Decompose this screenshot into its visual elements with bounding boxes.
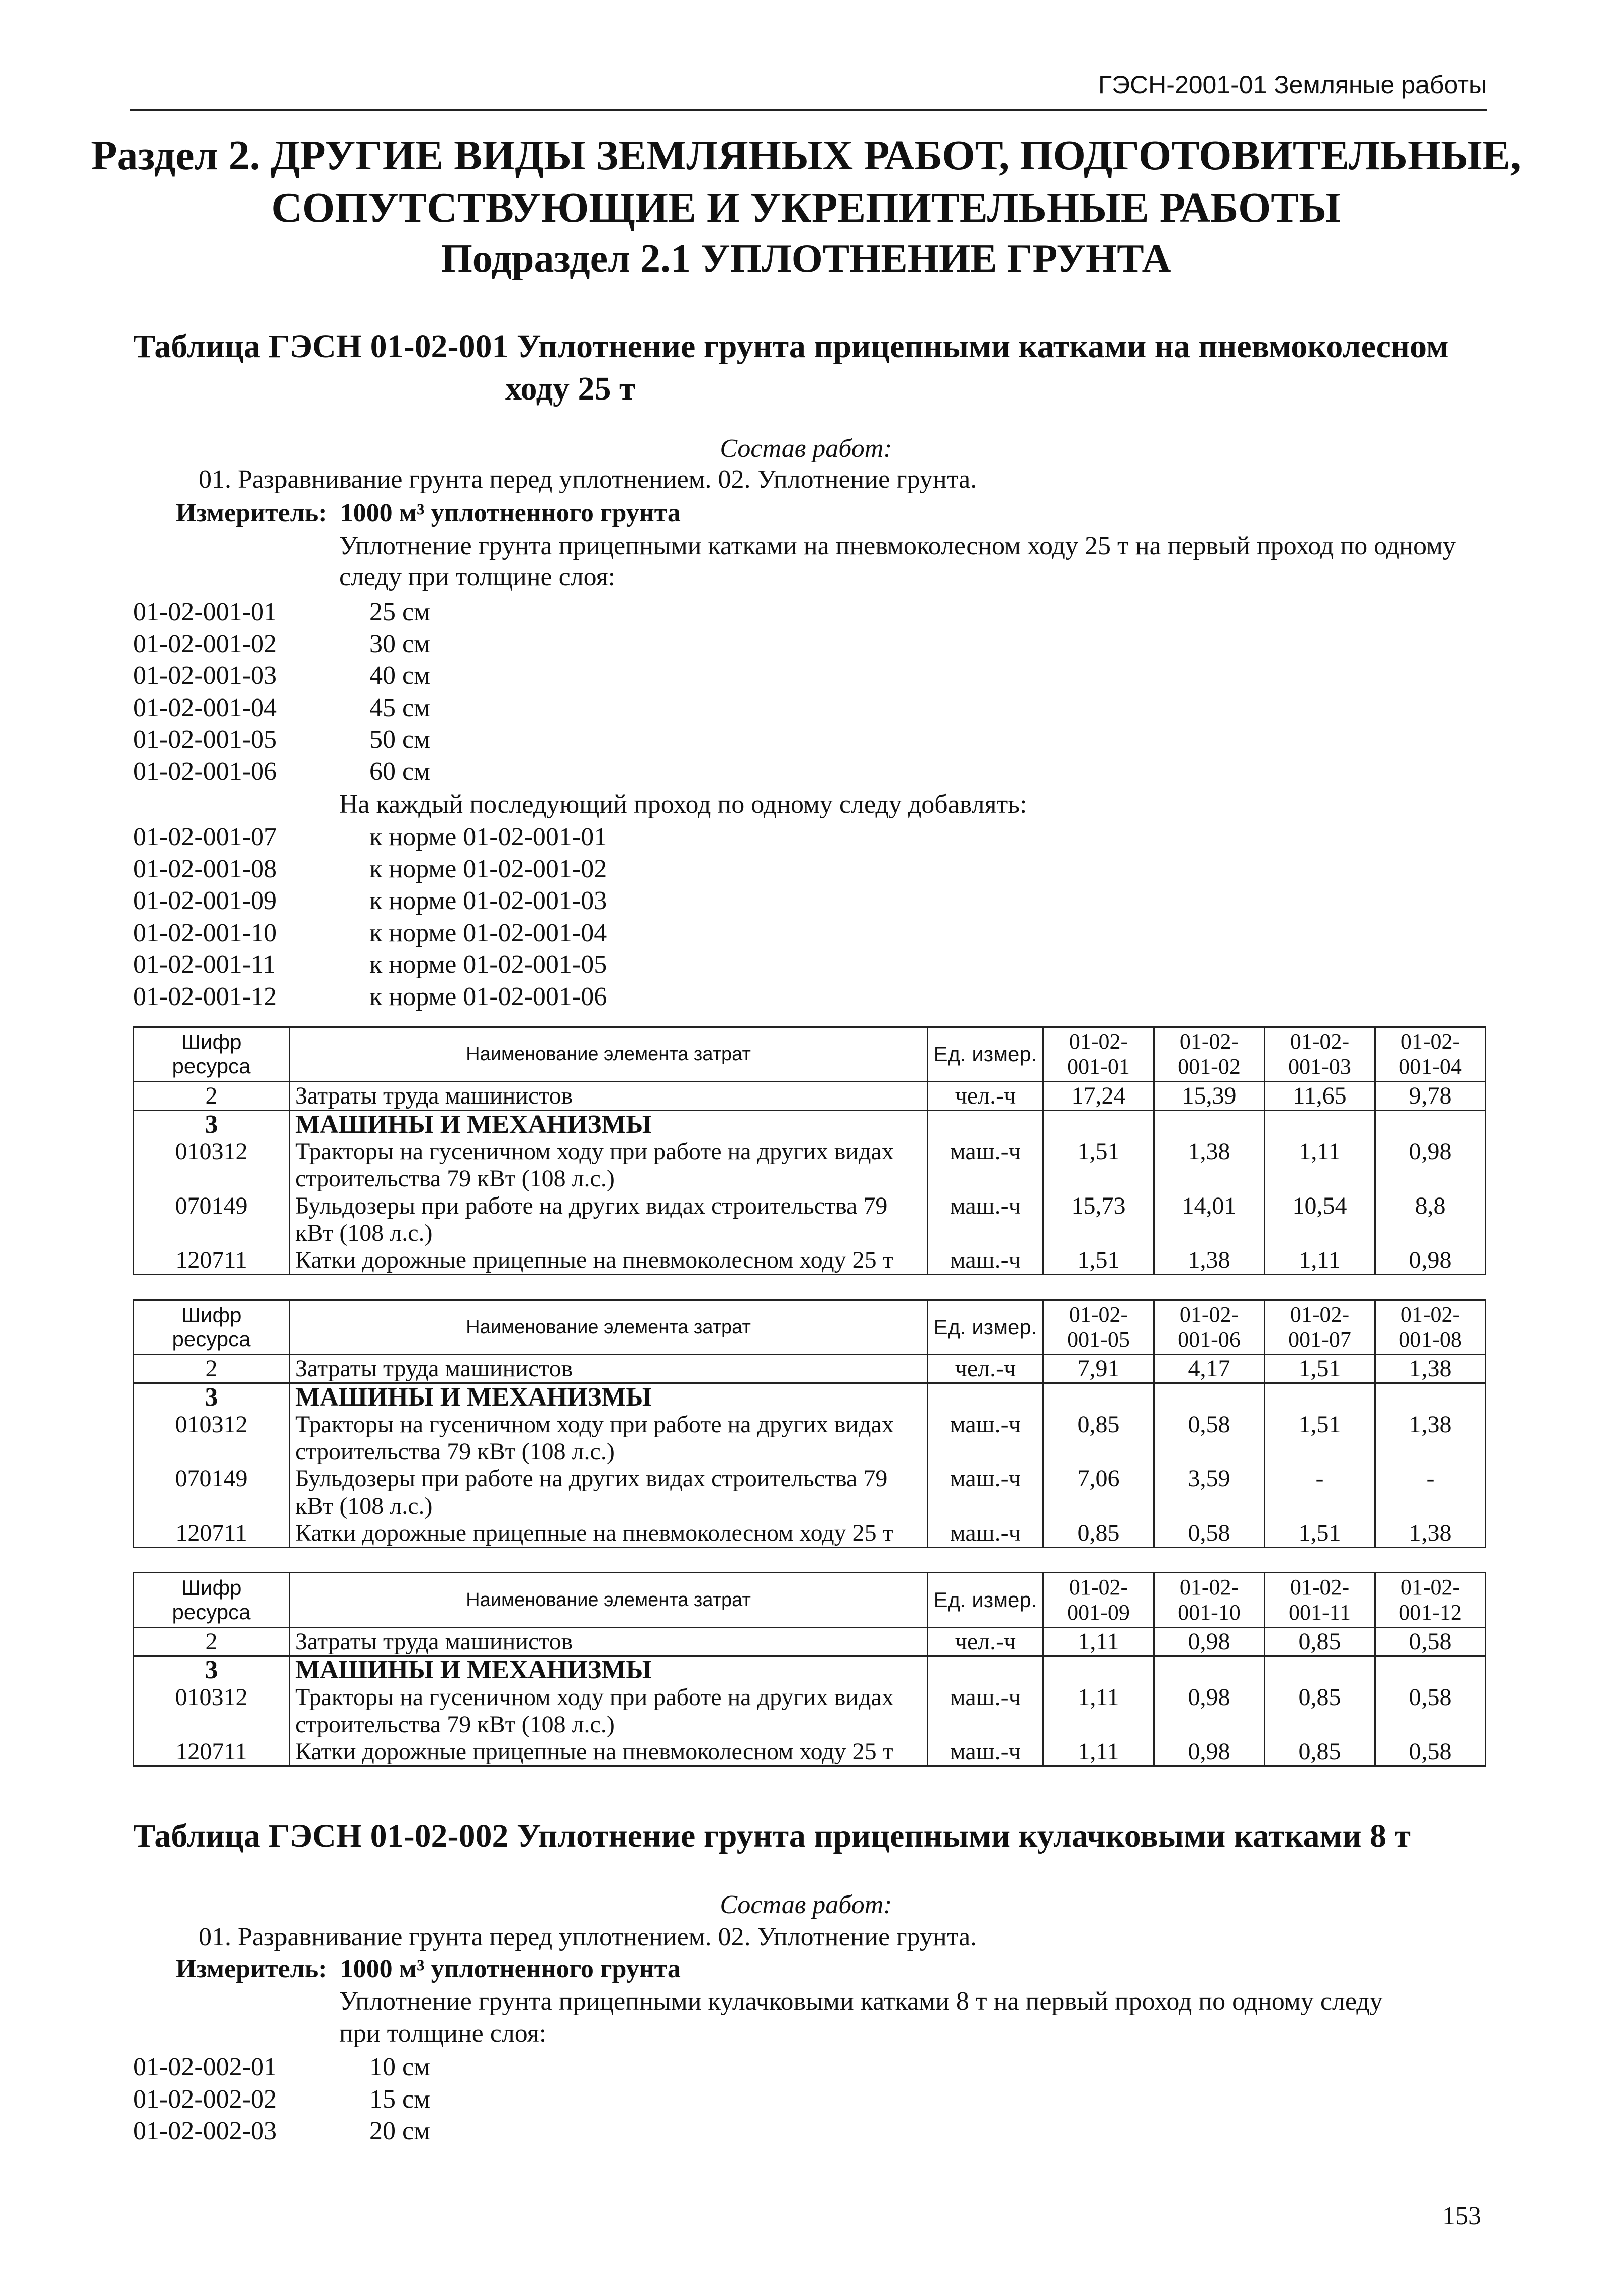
header-code: Шифр ресурса	[134, 1300, 290, 1355]
row-code: 010312	[134, 1411, 290, 1465]
resource-table-1	[133, 1026, 1486, 1275]
row-name: Бульдозеры при работе на других видах строительства 79 кВт (108 л.с.)	[290, 1192, 928, 1247]
table1-composition-label: Состав работ:	[720, 434, 892, 463]
table2-composition-label: Состав работ:	[720, 1890, 892, 1919]
row-value	[1044, 1383, 1154, 1412]
header-col	[1375, 1300, 1486, 1355]
table1-composition-text: 01. Разравнивание грунта перед уплотнением. 02. Уплотнение грунта.	[199, 465, 977, 494]
row-value: 15,73	[1044, 1192, 1154, 1247]
row-name: МАШИНЫ И МЕХАНИЗМЫ	[290, 1383, 928, 1412]
row-name: Бульдозеры при работе на других видах строительства 79 кВт (108 л.с.)	[290, 1465, 928, 1520]
page-number: 153	[1442, 2202, 1481, 2230]
row-code: 010312	[134, 1138, 290, 1192]
row-code: 2	[134, 1082, 290, 1111]
header-col	[1375, 1573, 1486, 1628]
item-text: 30 см	[369, 629, 430, 658]
row-name: Катки дорожные прицепные на пневмоколесном ходу 25 т	[290, 1738, 928, 1766]
row-code: 120711	[134, 1247, 290, 1275]
row-value: 7,91	[1044, 1355, 1154, 1383]
table-row	[134, 1247, 1486, 1275]
row-code: 070149	[134, 1192, 290, 1247]
row-value: 1,11	[1044, 1684, 1154, 1738]
table-row	[134, 1138, 1486, 1192]
row-value: 0,98	[1154, 1738, 1265, 1766]
row-unit: чел.-ч	[928, 1355, 1044, 1383]
header-col	[1044, 1573, 1154, 1628]
row-name: МАШИНЫ И МЕХАНИЗМЫ	[290, 1656, 928, 1684]
row-name: Тракторы на гусеничном ходу при работе на других видах строительства 79 кВт (108 л.с.)	[290, 1138, 928, 1192]
list-item	[133, 756, 430, 788]
table-row	[134, 1355, 1486, 1383]
row-value	[1044, 1656, 1154, 1684]
list-item	[133, 2115, 430, 2147]
item-code: 01-02-002-03	[133, 2117, 277, 2145]
row-value	[1375, 1111, 1486, 1139]
header-unit: Ед. измер.	[928, 1573, 1044, 1628]
row-value: 0,85	[1044, 1411, 1154, 1465]
row-unit: чел.-ч	[928, 1082, 1044, 1111]
table1-meter-label: Измеритель:	[176, 498, 327, 527]
table2-meter	[176, 1954, 681, 1985]
header-col	[1154, 1027, 1265, 1082]
item-text: 25 см	[369, 597, 430, 626]
table2-intro-line1: Уплотнение грунта прицепными кулачковыми катками 8 т на первый проход по одному следу	[339, 1987, 1383, 2016]
col-code-part: 001-03	[1288, 1054, 1351, 1079]
list-item	[133, 724, 430, 756]
table2-intro-line2: при толщине слоя:	[339, 2019, 547, 2048]
row-unit: маш.-ч	[928, 1465, 1044, 1520]
table-row	[134, 1411, 1486, 1465]
header-name: Наименование элемента затрат	[290, 1027, 928, 1082]
row-value: 10,54	[1265, 1192, 1375, 1247]
row-value: 15,39	[1154, 1082, 1265, 1111]
row-value: 1,11	[1044, 1628, 1154, 1656]
table-header-row	[134, 1573, 1486, 1628]
row-unit	[928, 1111, 1044, 1139]
row-name: Катки дорожные прицепные на пневмоколесном ходу 25 т	[290, 1247, 928, 1275]
header-name: Наименование элемента затрат	[290, 1573, 928, 1628]
item-code: 01-02-001-10	[133, 918, 277, 947]
row-value: 7,06	[1044, 1465, 1154, 1520]
header-col	[1154, 1300, 1265, 1355]
row-value: 11,65	[1265, 1082, 1375, 1111]
row-unit: маш.-ч	[928, 1684, 1044, 1738]
col-code-part: 01-02-	[1400, 1029, 1460, 1054]
item-text: к норме 01-02-001-01	[369, 823, 607, 851]
row-name: Затраты труда машинистов	[290, 1628, 928, 1656]
row-value: 1,51	[1044, 1138, 1154, 1192]
table2-title: Таблица ГЭСН 01-02-002 Уплотнение грунта прицепными кулачковыми катками 8 т	[133, 1818, 1411, 1854]
item-code: 01-02-001-05	[133, 725, 277, 754]
table1-title-line2: ходу 25 т	[505, 370, 636, 407]
table-header-row	[134, 1027, 1486, 1082]
table-row	[134, 1684, 1486, 1738]
header-col	[1265, 1573, 1375, 1628]
col-code-part: 001-07	[1288, 1327, 1351, 1352]
row-value: 3,59	[1154, 1465, 1265, 1520]
item-code: 01-02-001-04	[133, 693, 277, 722]
list-item	[133, 981, 607, 1013]
header-col	[1265, 1300, 1375, 1355]
item-text: к норме 01-02-001-05	[369, 950, 607, 979]
row-code: 120711	[134, 1520, 290, 1548]
list-item	[133, 628, 430, 660]
row-value: 4,17	[1154, 1355, 1265, 1383]
row-code: 010312	[134, 1684, 290, 1738]
table2-meter-value: 1000 м³ уплотненного грунта	[340, 1955, 681, 1983]
item-code: 01-02-001-11	[133, 950, 276, 979]
row-value: 0,98	[1375, 1247, 1486, 1275]
item-code: 01-02-002-02	[133, 2084, 277, 2114]
item-text: к норме 01-02-001-06	[369, 982, 607, 1011]
row-unit	[928, 1383, 1044, 1412]
table1-title	[133, 326, 1490, 410]
item-text: 20 см	[369, 2117, 430, 2145]
item-code: 01-02-001-12	[133, 982, 277, 1011]
subsection-title: Подраздел 2.1 УПЛОТНЕНИЕ ГРУНТА	[441, 237, 1171, 281]
row-value: 1,38	[1375, 1355, 1486, 1383]
table1-meter-value: 1000 м³ уплотненного грунта	[340, 498, 681, 527]
item-code: 01-02-001-06	[133, 757, 277, 786]
row-value: 0,58	[1375, 1738, 1486, 1766]
col-code-part: 01-02-	[1290, 1302, 1350, 1327]
row-code: 070149	[134, 1465, 290, 1520]
row-value: 1,51	[1044, 1247, 1154, 1275]
row-unit: маш.-ч	[928, 1520, 1044, 1548]
item-code: 01-02-002-01	[133, 2053, 277, 2081]
row-value: 0,85	[1265, 1684, 1375, 1738]
list-item	[133, 2083, 430, 2116]
row-code: 120711	[134, 1738, 290, 1766]
row-value: 1,38	[1375, 1520, 1486, 1548]
row-value: 1,38	[1154, 1247, 1265, 1275]
col-code-part: 01-02-	[1069, 1029, 1128, 1054]
table-row	[134, 1628, 1486, 1656]
header-code: Шифр ресурса	[134, 1573, 290, 1628]
item-code: 01-02-001-02	[133, 629, 277, 658]
row-value: 1,51	[1265, 1411, 1375, 1465]
col-code-part: 001-04	[1399, 1054, 1462, 1079]
col-code-part: 001-05	[1067, 1327, 1130, 1352]
header-unit: Ед. измер.	[928, 1027, 1044, 1082]
item-text: 40 см	[369, 661, 430, 690]
row-unit: маш.-ч	[928, 1192, 1044, 1247]
table-row	[134, 1383, 1486, 1412]
header-code: Шифр ресурса	[134, 1027, 290, 1082]
row-value: 0,58	[1154, 1520, 1265, 1548]
row-value: 14,01	[1154, 1192, 1265, 1247]
row-value: -	[1375, 1465, 1486, 1520]
col-code-part: 01-02-	[1400, 1575, 1460, 1600]
col-code-part: 001-10	[1178, 1600, 1241, 1625]
table-header-row	[134, 1300, 1486, 1355]
col-code-part: 01-02-	[1400, 1302, 1460, 1327]
row-value: -	[1265, 1465, 1375, 1520]
row-name: Тракторы на гусеничном ходу при работе на других видах строительства 79 кВт (108 л.с.)	[290, 1684, 928, 1738]
row-value	[1375, 1656, 1486, 1684]
list-item	[133, 885, 607, 917]
row-code: 2	[134, 1628, 290, 1656]
row-value	[1265, 1383, 1375, 1412]
row-unit: маш.-ч	[928, 1738, 1044, 1766]
list-item	[133, 949, 607, 981]
row-value	[1375, 1383, 1486, 1412]
row-value: 0,85	[1265, 1738, 1375, 1766]
row-name: Катки дорожные прицепные на пневмоколесном ходу 25 т	[290, 1520, 928, 1548]
table2-items	[133, 2051, 430, 2147]
row-code: 2	[134, 1355, 290, 1383]
table-row	[134, 1656, 1486, 1684]
item-text: 60 см	[369, 757, 430, 786]
item-text: 10 см	[369, 2053, 430, 2081]
table-row	[134, 1465, 1486, 1520]
item-text: к норме 01-02-001-03	[369, 886, 607, 915]
section-title-line2: СОПУТСТВУЮЩИЕ И УКРЕПИТЕЛЬНЫЕ РАБОТЫ	[271, 184, 1341, 231]
col-code-part: 001-11	[1288, 1600, 1351, 1625]
row-value: 1,38	[1375, 1411, 1486, 1465]
col-code-part: 001-09	[1067, 1600, 1130, 1625]
row-value: 0,98	[1375, 1138, 1486, 1192]
row-value	[1154, 1383, 1265, 1412]
list-item	[133, 917, 607, 949]
list-item	[133, 821, 607, 853]
row-value	[1265, 1111, 1375, 1139]
item-code: 01-02-001-01	[133, 597, 277, 626]
table1-additional-intro: На каждый последующий проход по одному следу добавлять:	[339, 790, 1027, 819]
table1-items-a	[133, 596, 430, 787]
table-row	[134, 1738, 1486, 1766]
item-code: 01-02-001-09	[133, 886, 277, 915]
item-code: 01-02-001-03	[133, 661, 277, 690]
table-row	[134, 1082, 1486, 1111]
header-col	[1044, 1027, 1154, 1082]
row-code: 3	[134, 1111, 290, 1139]
row-value: 9,78	[1375, 1082, 1486, 1111]
row-value	[1154, 1111, 1265, 1139]
col-code-part: 01-02-	[1290, 1575, 1350, 1600]
row-value: 1,51	[1265, 1355, 1375, 1383]
row-value: 0,98	[1154, 1684, 1265, 1738]
header-unit: Ед. измер.	[928, 1300, 1044, 1355]
row-name: Тракторы на гусеничном ходу при работе на других видах строительства 79 кВт (108 л.с.)	[290, 1411, 928, 1465]
running-header	[130, 70, 1487, 111]
col-code-part: 01-02-	[1069, 1302, 1128, 1327]
row-value: 1,38	[1154, 1138, 1265, 1192]
table2-composition-text: 01. Разравнивание грунта перед уплотнением. 02. Уплотнение грунта.	[199, 1923, 977, 1951]
table-row	[134, 1111, 1486, 1139]
header-col	[1265, 1027, 1375, 1082]
header-col	[1375, 1027, 1486, 1082]
table1-title-line1: Таблица ГЭСН 01-02-001 Уплотнение грунта прицепными катками на пневмоколесном	[133, 328, 1449, 365]
row-code: 3	[134, 1656, 290, 1684]
row-name: Затраты труда машинистов	[290, 1355, 928, 1383]
row-value: 0,58	[1154, 1411, 1265, 1465]
list-item	[133, 660, 430, 692]
row-value: 0,58	[1375, 1684, 1486, 1738]
row-value	[1044, 1111, 1154, 1139]
item-text: к норме 01-02-001-04	[369, 918, 607, 947]
row-unit	[928, 1656, 1044, 1684]
section-title	[0, 130, 1612, 234]
row-value: 17,24	[1044, 1082, 1154, 1111]
row-value: 0,85	[1044, 1520, 1154, 1548]
row-unit: чел.-ч	[928, 1628, 1044, 1656]
row-code: 3	[134, 1383, 290, 1412]
item-text: 50 см	[369, 725, 430, 754]
header-col	[1044, 1300, 1154, 1355]
table1-meter	[176, 497, 681, 529]
resource-table-2	[133, 1299, 1486, 1548]
row-value: 0,85	[1265, 1628, 1375, 1656]
table-row	[134, 1192, 1486, 1247]
row-unit: маш.-ч	[928, 1138, 1044, 1192]
section-title-line1: Раздел 2. ДРУГИЕ ВИДЫ ЗЕМЛЯНЫХ РАБОТ, ПОДГОТОВИТЕЛЬНЫЕ,	[91, 132, 1521, 179]
list-item	[133, 853, 607, 885]
list-item	[133, 2051, 430, 2083]
running-header-text: ГЭСН-2001-01 Земляные работы	[1098, 71, 1487, 99]
list-item	[133, 692, 430, 724]
header-col	[1154, 1573, 1265, 1628]
col-code-part: 01-02-	[1069, 1575, 1128, 1600]
row-value: 1,11	[1265, 1247, 1375, 1275]
row-value	[1265, 1656, 1375, 1684]
col-code-part: 001-02	[1178, 1054, 1241, 1079]
item-code: 01-02-001-07	[133, 823, 277, 851]
item-code: 01-02-001-08	[133, 854, 277, 883]
table1-items-b	[133, 821, 607, 1013]
item-text: 45 см	[369, 693, 430, 722]
row-value	[1154, 1656, 1265, 1684]
row-value: 1,11	[1265, 1138, 1375, 1192]
row-value: 0,98	[1154, 1628, 1265, 1656]
header-name: Наименование элемента затрат	[290, 1300, 928, 1355]
resource-table-3	[133, 1572, 1486, 1767]
item-text: 15 см	[369, 2084, 430, 2114]
col-code-part: 01-02-	[1179, 1575, 1239, 1600]
row-value: 0,58	[1375, 1628, 1486, 1656]
col-code-part: 001-01	[1067, 1054, 1130, 1079]
row-unit: маш.-ч	[928, 1411, 1044, 1465]
col-code-part: 001-08	[1399, 1327, 1462, 1352]
row-value: 1,51	[1265, 1520, 1375, 1548]
col-code-part: 01-02-	[1179, 1302, 1239, 1327]
table2-meter-label: Измеритель:	[176, 1955, 327, 1983]
col-code-part: 01-02-	[1179, 1029, 1239, 1054]
item-text: к норме 01-02-001-02	[369, 854, 607, 883]
row-name: Затраты труда машинистов	[290, 1082, 928, 1111]
row-value: 1,11	[1044, 1738, 1154, 1766]
table-row	[134, 1520, 1486, 1548]
col-code-part: 001-12	[1399, 1600, 1462, 1625]
row-value: 8,8	[1375, 1192, 1486, 1247]
col-code-part: 001-06	[1178, 1327, 1241, 1352]
table1-intro: Уплотнение грунта прицепными катками на пневмоколесном ходу 25 т на первый проход по одному следу при толщине слоя:	[339, 532, 1456, 591]
col-code-part: 01-02-	[1290, 1029, 1350, 1054]
list-item	[133, 596, 430, 628]
row-name: МАШИНЫ И МЕХАНИЗМЫ	[290, 1111, 928, 1139]
row-unit: маш.-ч	[928, 1247, 1044, 1275]
